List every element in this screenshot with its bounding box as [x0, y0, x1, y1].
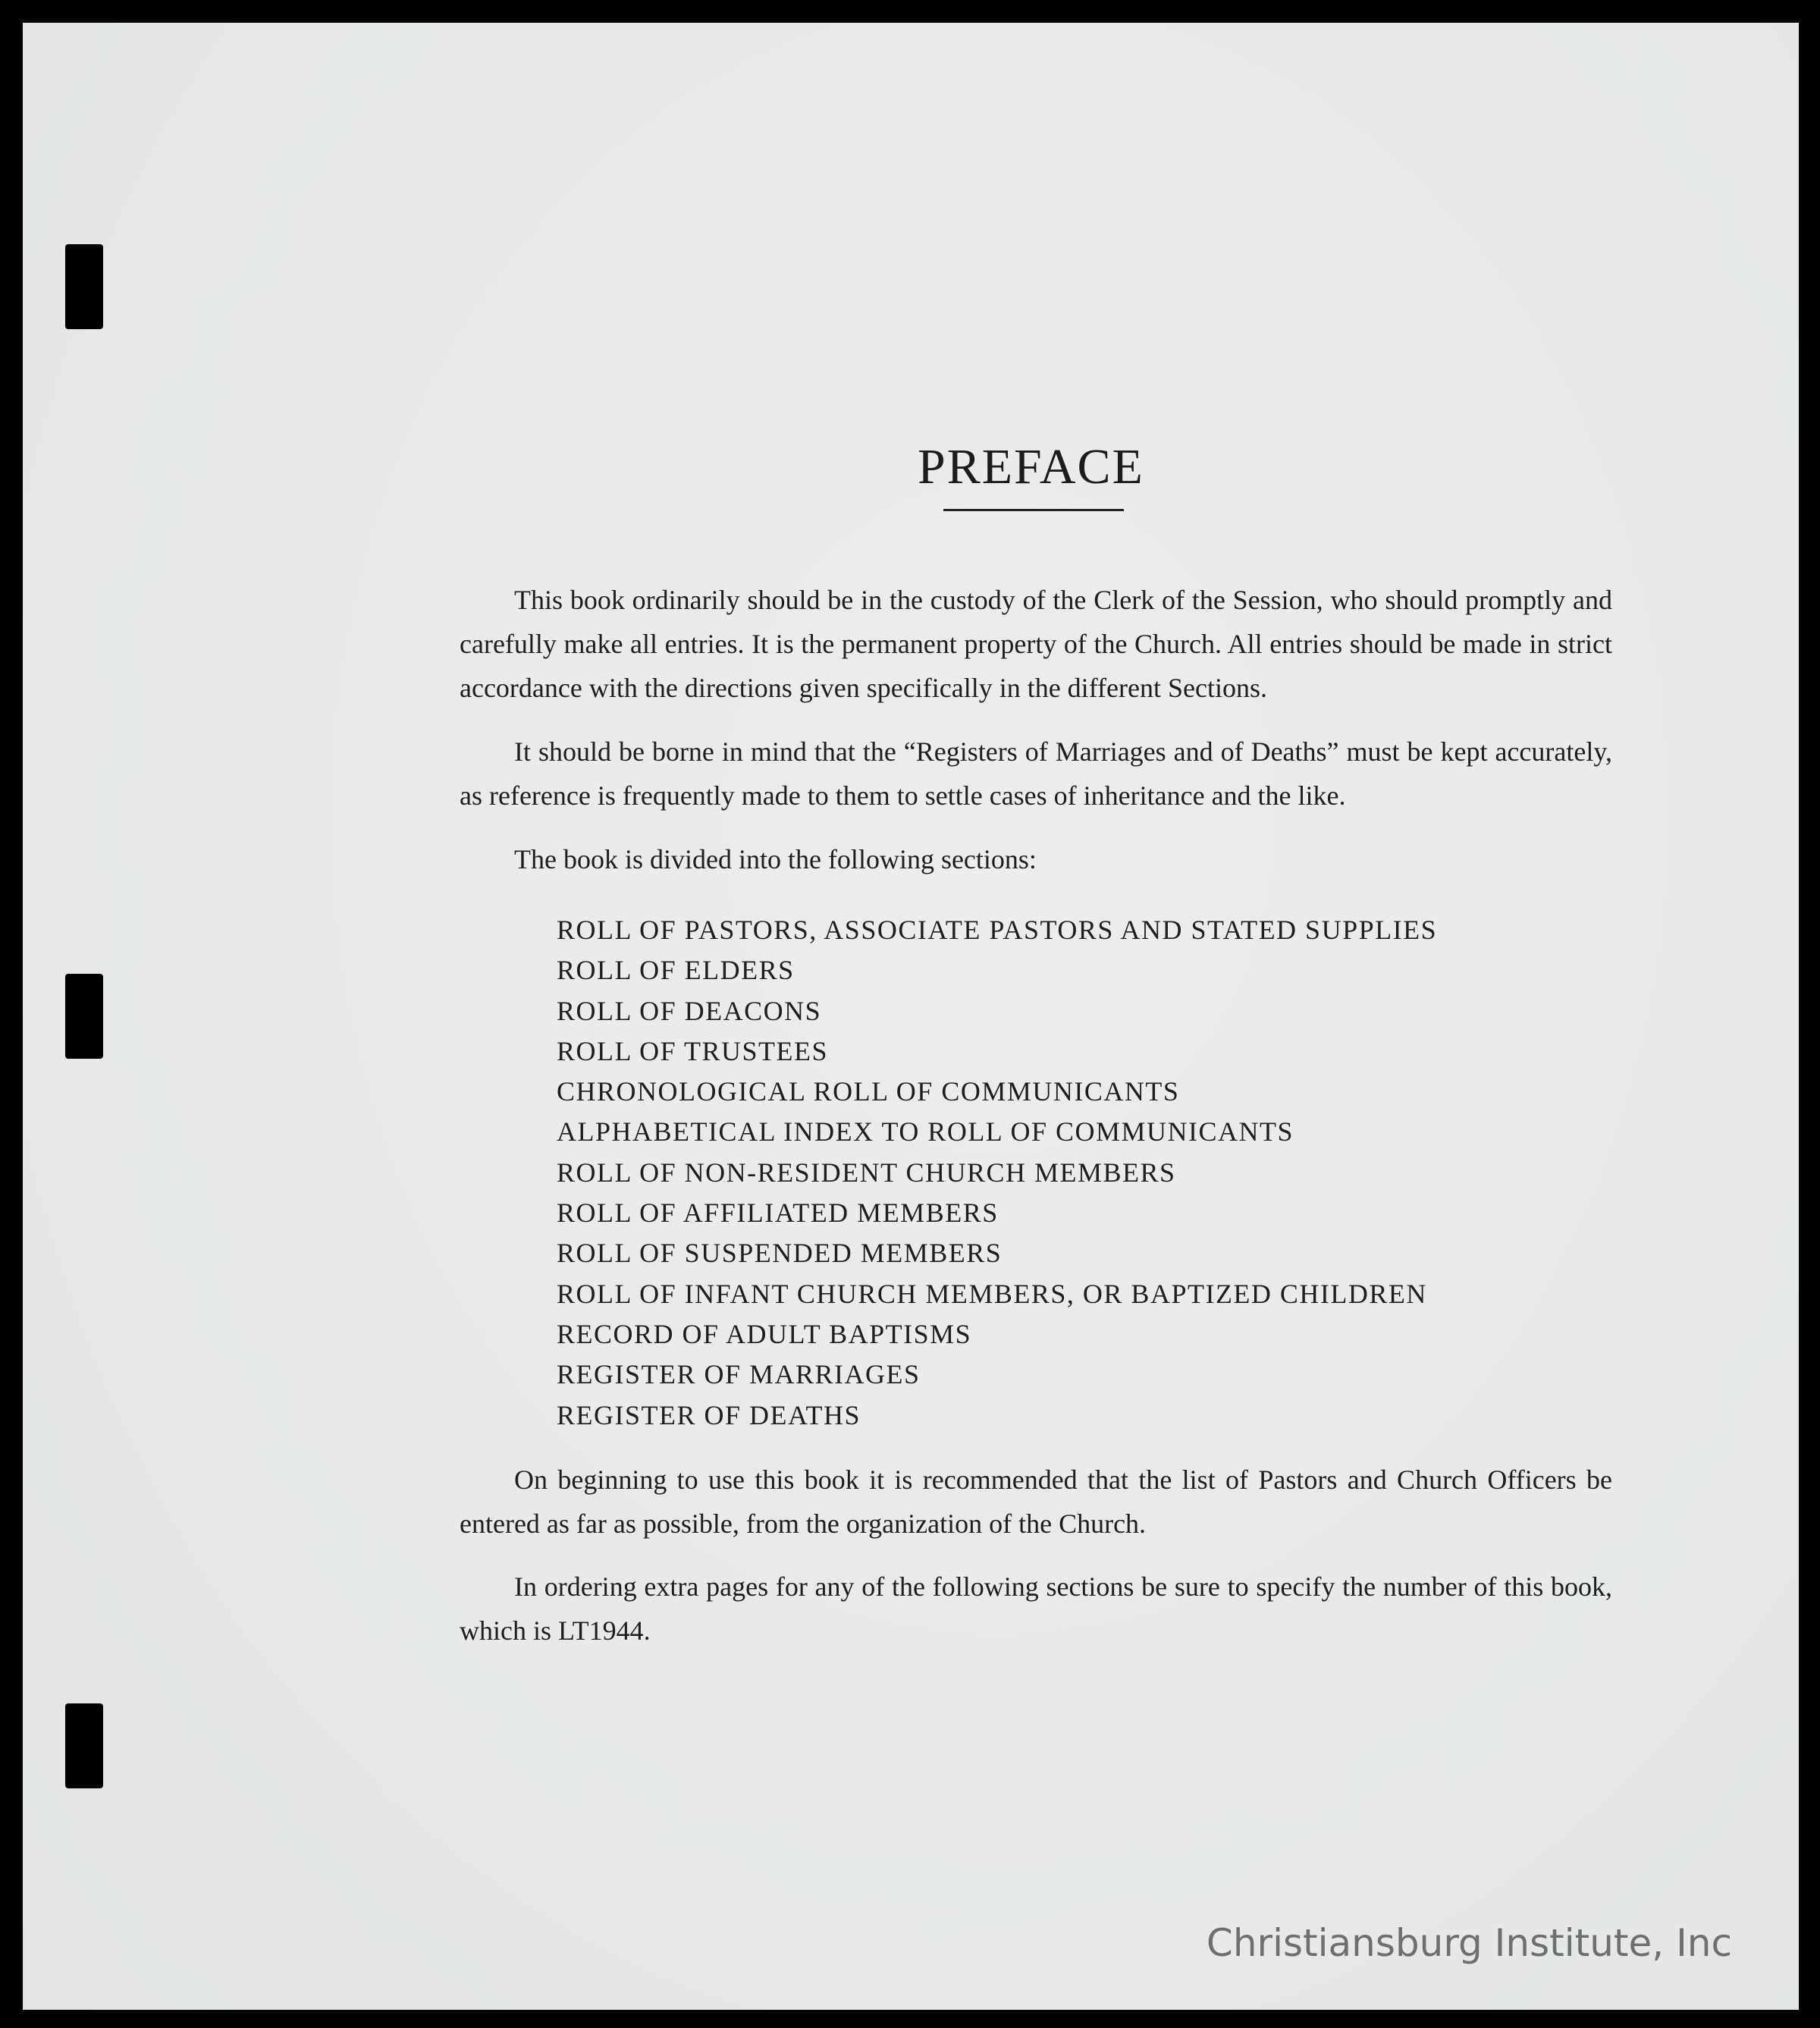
section-item: ROLL OF AFFILIATED MEMBERS — [557, 1198, 999, 1229]
title-underline — [943, 509, 1124, 511]
sections-list — [557, 910, 1437, 1436]
section-item: ROLL OF ELDERS — [557, 955, 795, 986]
section-item: RECORD OF ADULT BAPTISMS — [557, 1318, 972, 1349]
paragraph-sections-intro: The book is divided into the following sections: — [514, 844, 1037, 874]
section-item: ROLL OF DEACONS — [557, 995, 822, 1026]
section-item: ROLL OF TRUSTEES — [557, 1035, 829, 1066]
section-item: ROLL OF NON-RESIDENT CHURCH MEMBERS — [557, 1157, 1176, 1188]
paragraph-registers: It should be borne in mind that the “Registers of Marriages and of Deaths” must be kept accurately, as reference is frequently made to them to settle cases of inheritance and the like. — [460, 736, 1612, 811]
punch-hole-top — [65, 244, 103, 329]
page-title: PREFACE — [918, 439, 1144, 494]
section-item: CHRONOLOGICAL ROLL OF COMMUNICANTS — [557, 1076, 1180, 1107]
section-item: ALPHABETICAL INDEX TO ROLL OF COMMUNICANTS — [557, 1116, 1294, 1147]
paragraph-ordering: In ordering extra pages for any of the following sections be sure to specify the number of this book, which is LT1944. — [460, 1571, 1612, 1646]
paragraph-pastors-list: On beginning to use this book it is recommended that the list of Pastors and Church Officers be entered as far as possible, from the organization of the Church. — [460, 1464, 1612, 1539]
section-item: REGISTER OF DEATHS — [557, 1399, 861, 1430]
section-item: ROLL OF INFANT CHURCH MEMBERS, OR BAPTIZED CHILDREN — [557, 1278, 1427, 1309]
section-item: ROLL OF SUSPENDED MEMBERS — [557, 1238, 1003, 1269]
punch-hole-bottom — [65, 1703, 103, 1788]
section-item: REGISTER OF MARRIAGES — [557, 1359, 921, 1390]
section-item: ROLL OF PASTORS, ASSOCIATE PASTORS AND STATED SUPPLIES — [557, 915, 1438, 945]
punch-hole-middle — [65, 974, 103, 1059]
watermark: Christiansburg Institute, Inc — [1206, 1921, 1732, 1965]
paragraph-custody: This book ordinarily should be in the custody of the Clerk of the Session, who should promptly and carefully make all entries. It is the permanent property of the Church. All entries should be made in strict accordance with the directions given specifically in the different Sections. — [460, 585, 1612, 703]
paper-page — [23, 23, 1799, 2010]
